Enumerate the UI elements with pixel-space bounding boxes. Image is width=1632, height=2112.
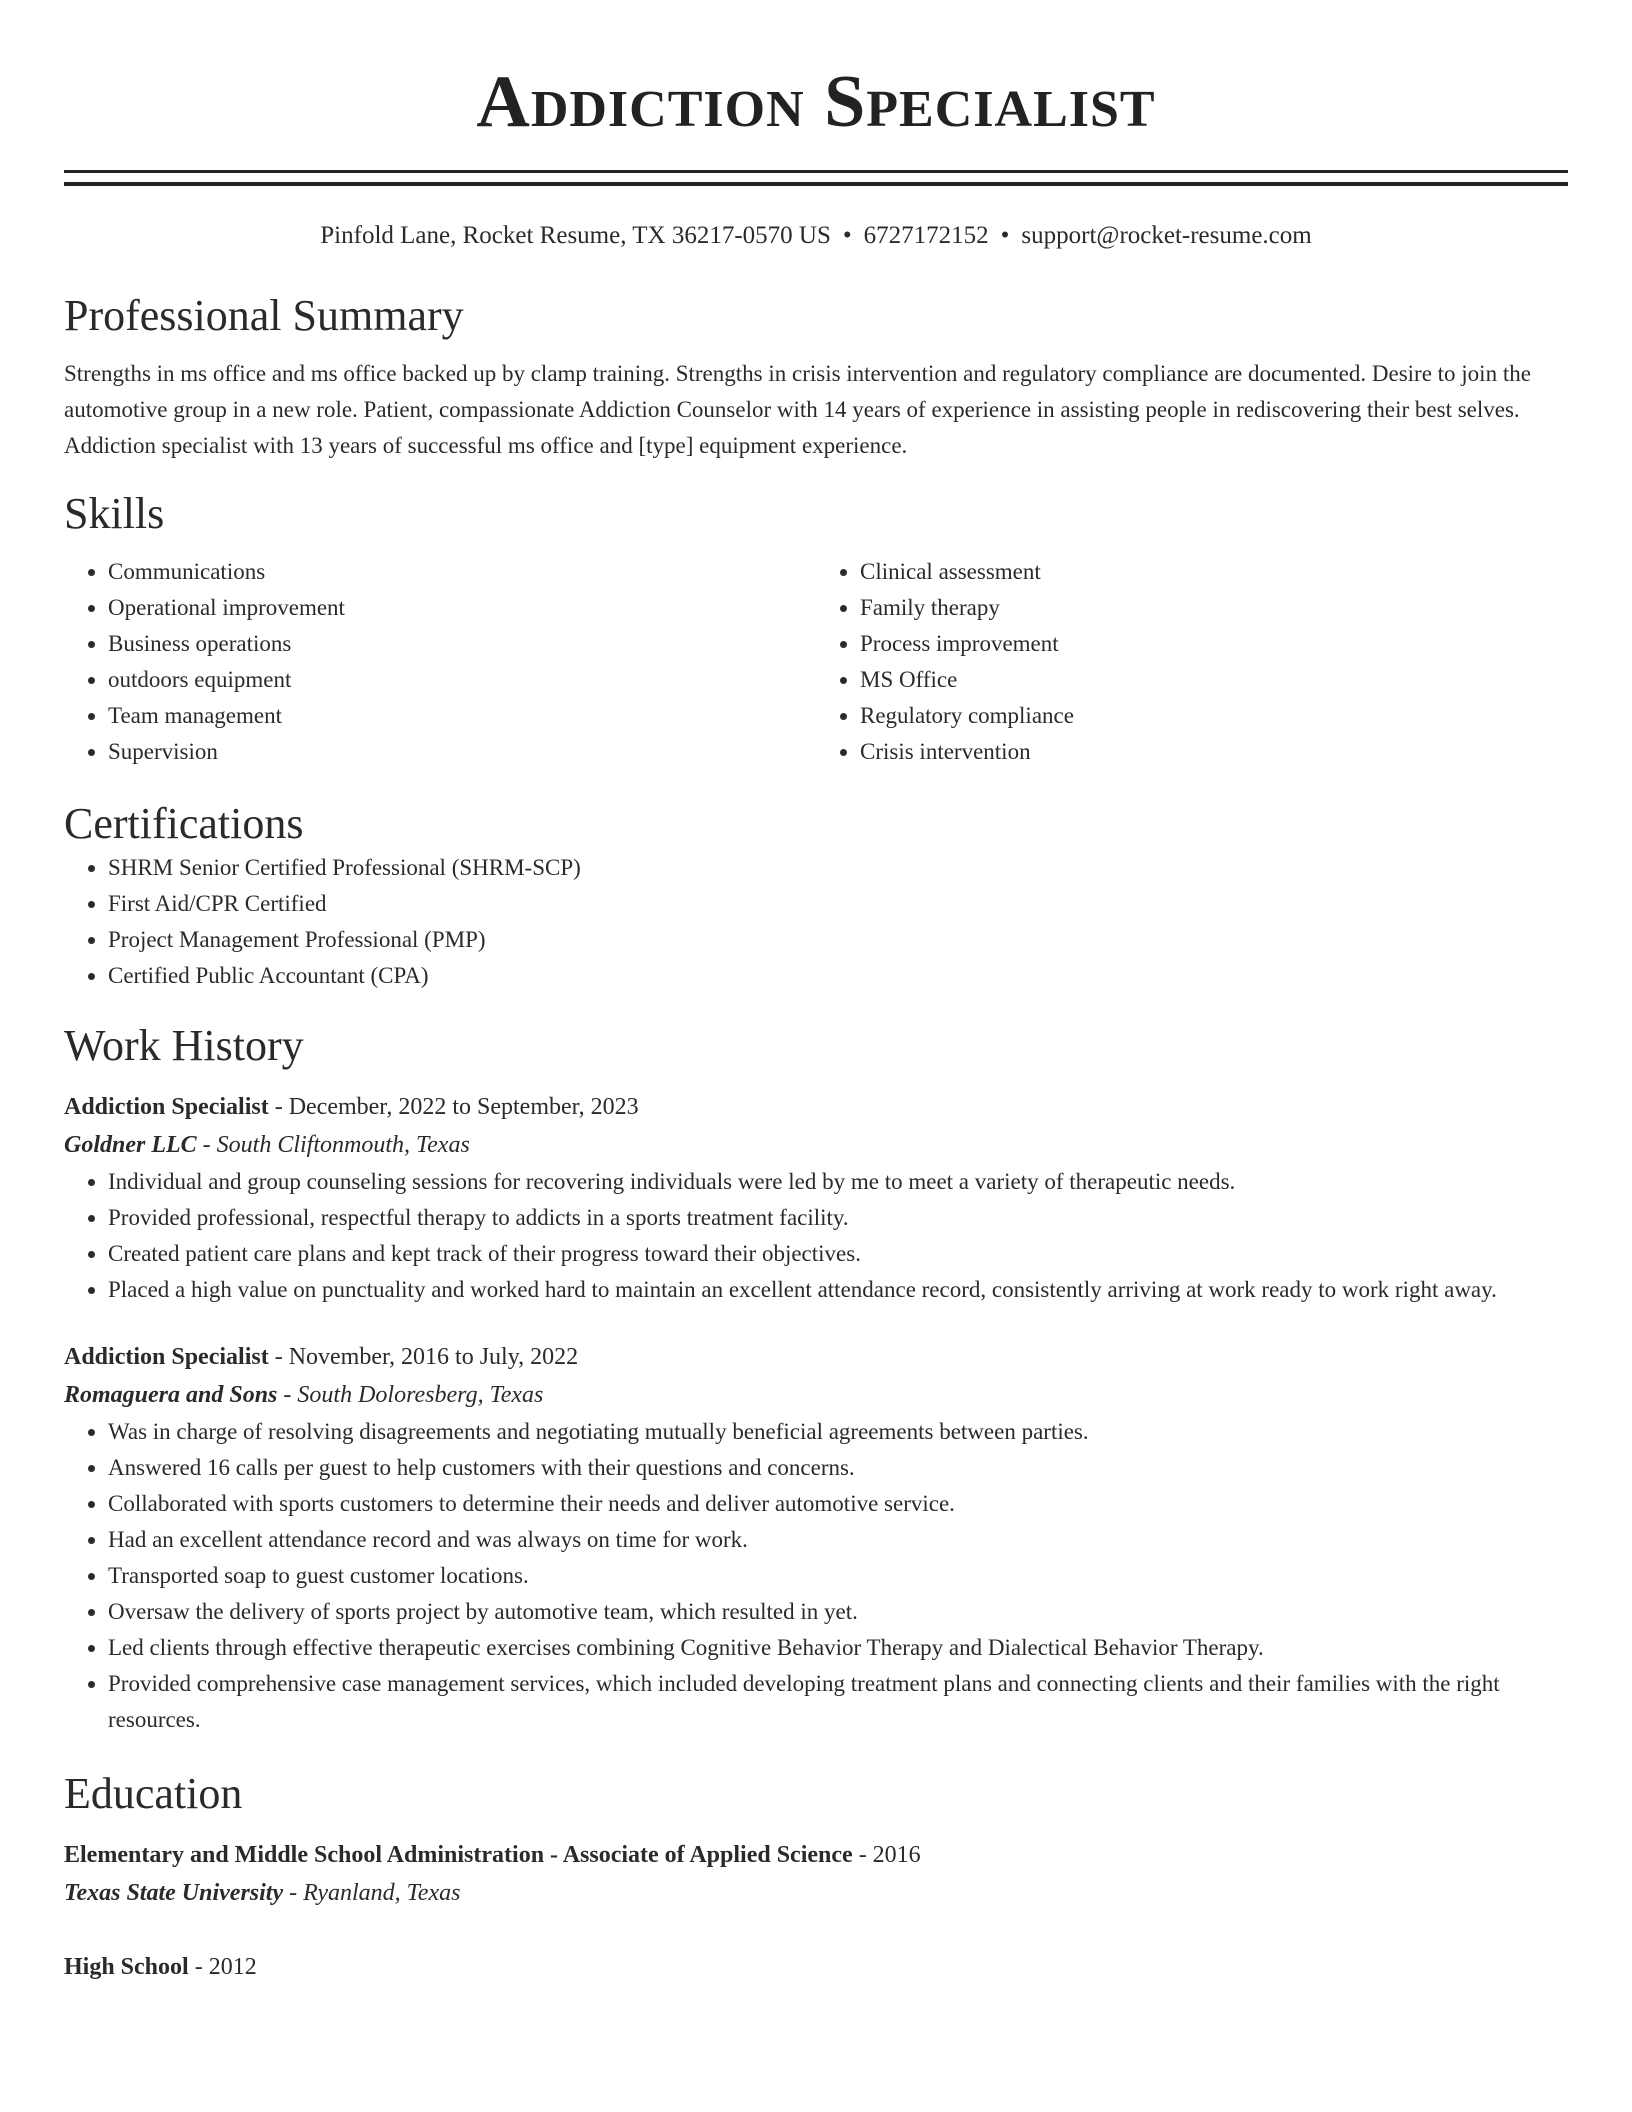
job-duty-item: • Individual and group counseling sessions for recovering individuals were led by me to meet a variety of therapeutic needs.	[108, 1164, 1568, 1200]
skill-item: • Business operations	[108, 626, 816, 662]
contact-separator: •	[842, 222, 852, 249]
skill-item: • Family therapy	[860, 590, 1568, 626]
job-company: Romaguera and Sons	[64, 1382, 278, 1408]
job-location: - South Doloresberg, Texas	[277, 1382, 544, 1408]
job-heading	[64, 1338, 1568, 1376]
job-entry	[64, 1088, 1568, 1308]
job-duty-item: • Provided professional, respectful therapy to addicts in a sports treatment facility.	[108, 1200, 1568, 1236]
contact-address: Pinfold Lane, Rocket Resume, TX 36217-0570 US	[320, 222, 831, 249]
section-title-work-history: Work History	[64, 1021, 304, 1070]
job-dates: - November, 2016 to July, 2022	[268, 1344, 579, 1370]
job-employer	[64, 1126, 1568, 1164]
skills-column-right	[816, 554, 1568, 770]
education-heading	[64, 1836, 1568, 1874]
education-location: - Ryanland, Texas	[283, 1880, 461, 1906]
certifications-list	[64, 850, 1568, 994]
skills-list	[64, 554, 1568, 770]
contact-line	[64, 220, 1568, 252]
education-entry	[64, 1948, 1568, 1986]
skill-item: • outdoors equipment	[108, 662, 816, 698]
job-company: Goldner LLC	[64, 1132, 197, 1158]
job-employer	[64, 1376, 1568, 1414]
education-entry	[64, 1836, 1568, 1912]
education-degree: High School	[64, 1954, 189, 1980]
certification-item: • SHRM Senior Certified Professional (SHRM-SCP)	[108, 850, 1568, 886]
skill-item: • Team management	[108, 698, 816, 734]
job-duty-item: • Had an excellent attendance record and was always on time for work.	[108, 1522, 1568, 1558]
skill-item: • Communications	[108, 554, 816, 590]
section-title-certifications: Certifications	[64, 799, 304, 848]
contact-separator: •	[1000, 222, 1010, 249]
certification-item: • Project Management Professional (PMP)	[108, 922, 1568, 958]
job-duty-item: • Answered 16 calls per guest to help customers with their questions and concerns.	[108, 1450, 1568, 1486]
contact-phone: 6727172152	[863, 222, 989, 249]
section-title-education: Education	[64, 1769, 243, 1818]
skill-item: • Supervision	[108, 734, 816, 770]
job-duty-item: • Created patient care plans and kept track of their progress toward their objectives.	[108, 1236, 1568, 1272]
header-divider	[64, 170, 1568, 186]
education-year: - 2016	[852, 1842, 921, 1868]
job-location: - South Cliftonmouth, Texas	[196, 1132, 470, 1158]
skills-column-left	[64, 554, 816, 770]
education-institution	[64, 1874, 1568, 1912]
certification-item: • First Aid/CPR Certified	[108, 886, 1568, 922]
education-school: Texas State University	[64, 1880, 284, 1906]
education-year: - 2012	[188, 1954, 257, 1980]
certification-item: • Certified Public Accountant (CPA)	[108, 958, 1568, 994]
skill-item: • Clinical assessment	[860, 554, 1568, 590]
candidate-name: Addiction Specialist	[476, 61, 1156, 143]
summary-text: Strengths in ms office and ms office backed up by clamp training. Strengths in crisis intervention and regulatory compliance are documented. Desire to join the automotive group in a new role. Patient, compassionate Addiction Counselor with 14 years of experience in assisting people in rediscovering their best selves. Addiction specialist with 13 years of successful ms office and [type] equipment experience.	[64, 361, 1531, 458]
job-duty-item: • Oversaw the delivery of sports project by automotive team, which resulted in yet.	[108, 1594, 1568, 1630]
job-duty-item: • Was in charge of resolving disagreements and negotiating mutually beneficial agreements between parties.	[108, 1414, 1568, 1450]
job-dates: - December, 2022 to September, 2023	[268, 1094, 639, 1120]
job-duty-item: • Provided comprehensive case management services, which included developing treatment plans and connecting clients and their families with the right resources.	[108, 1666, 1568, 1738]
section-title-skills: Skills	[64, 489, 165, 538]
contact-email[interactable]: support@rocket-resume.com	[1021, 222, 1312, 249]
job-entry	[64, 1338, 1568, 1738]
education-heading	[64, 1948, 1568, 1986]
skill-item: • Operational improvement	[108, 590, 816, 626]
job-role: Addiction Specialist	[64, 1094, 269, 1120]
job-duty-item: • Led clients through effective therapeutic exercises combining Cognitive Behavior Therapy and Dialectical Behavior Therapy.	[108, 1630, 1568, 1666]
job-duties-list	[64, 1414, 1568, 1738]
job-duty-item: • Placed a high value on punctuality and worked hard to maintain an excellent attendance record, consistently arriving at work ready to work right away.	[108, 1272, 1568, 1308]
skill-item: • MS Office	[860, 662, 1568, 698]
job-duty-item: • Collaborated with sports customers to determine their needs and deliver automotive service.	[108, 1486, 1568, 1522]
job-role: Addiction Specialist	[64, 1344, 269, 1370]
job-duties-list	[64, 1164, 1568, 1308]
skill-item: • Regulatory compliance	[860, 698, 1568, 734]
education-degree: Elementary and Middle School Administration - Associate of Applied Science	[64, 1842, 853, 1868]
job-duty-item: • Transported soap to guest customer locations.	[108, 1558, 1568, 1594]
section-title-summary: Professional Summary	[64, 291, 464, 340]
skill-item: • Process improvement	[860, 626, 1568, 662]
skill-item: • Crisis intervention	[860, 734, 1568, 770]
job-heading	[64, 1088, 1568, 1126]
